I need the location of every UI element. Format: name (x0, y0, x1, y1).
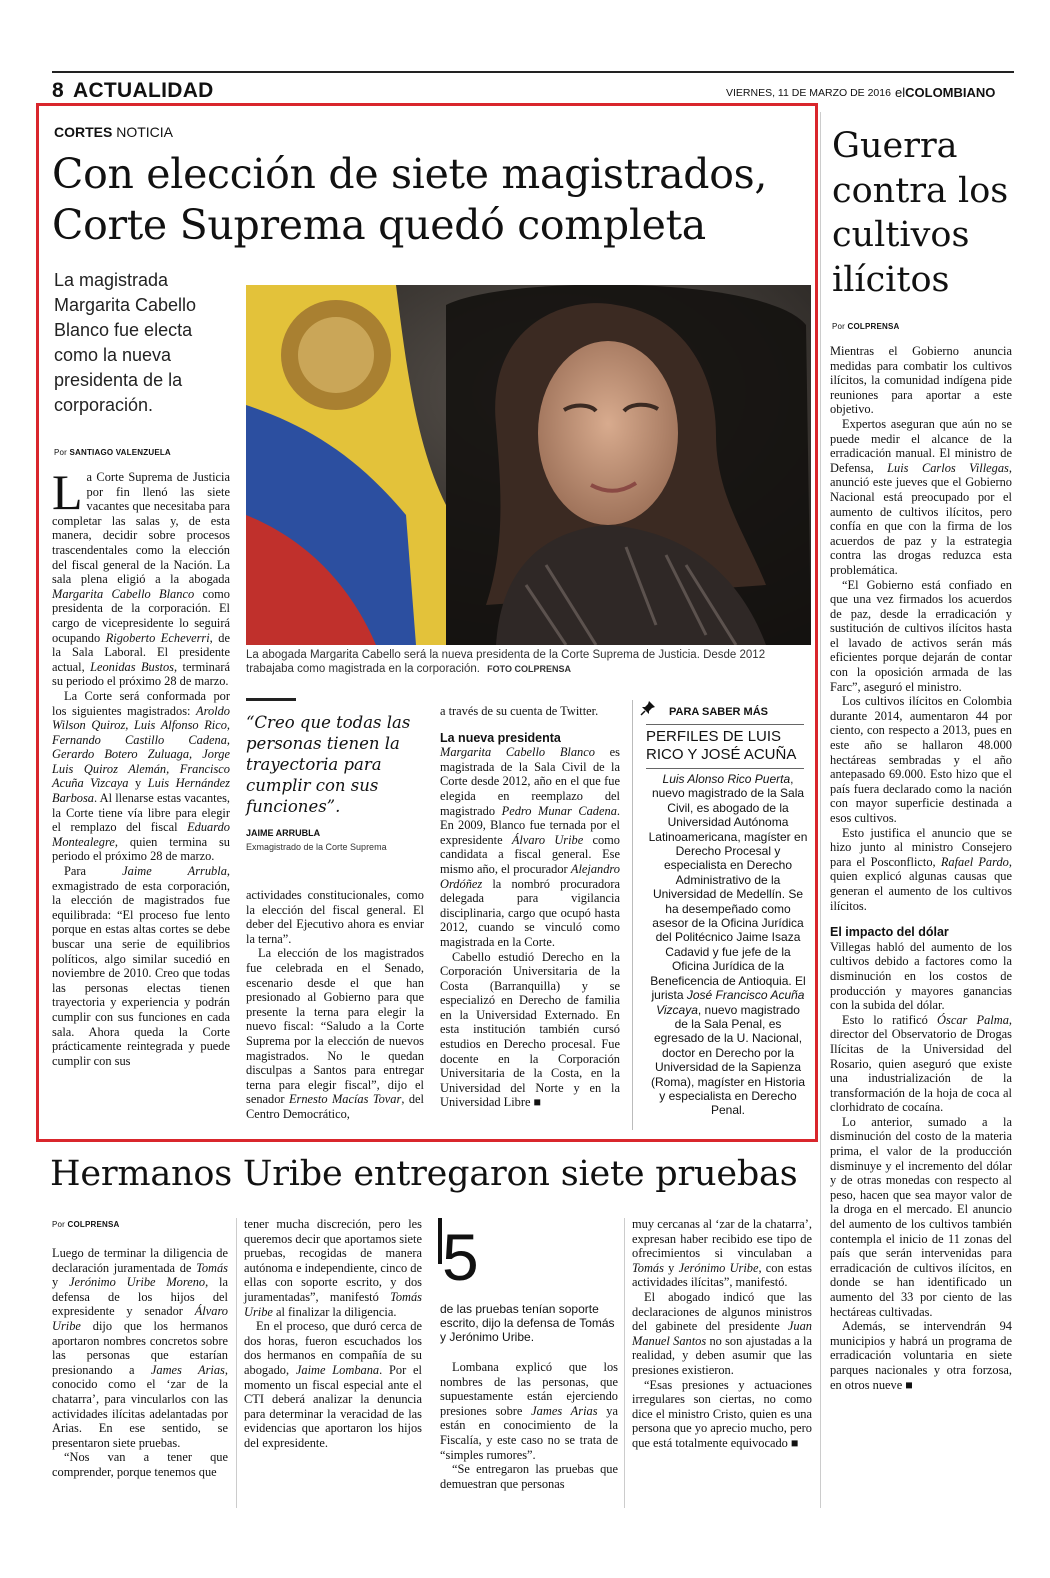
issue-date: VIERNES, 11 DE MARZO DE 2016 (726, 87, 891, 99)
sidebar-text: Luis Alonso Rico Puerta, nuevo magistrado de la Sala Civil, es abogado de la Universidad Autónoma Latinoamericana, magíster en Derecho Procesal y especialista en Derecho Administrativo de la Universidad de Medellín. Se ha desempeñado como asesor de la Oficina Jurídica del Politécnico Jaime Isaza Cadavid y fue jefe de la Oficina Jurídica de la Beneficencia de Antioquia. El jurista José Francisco Acuña Vizcaya, nuevo magistrado de la Sala Penal, es egresado de la U. Nacional, doctor en Derecho por la Universidad de la Sapienza (Roma), magíster en Historia y especialista en Derecho Penal. (648, 772, 808, 1118)
right-para: Esto lo ratificó Óscar Palma, director del Observatorio de Drogas Ilícitas de la Universidad del Rosario, quien aseguró que existe una industrialización de la transformación de la hoja de coca al clorhidrato de cocaína. (830, 1012, 1012, 1115)
bottom-byline (52, 1220, 120, 1229)
bottom-col1-para: “Nos van a tener que comprender, porque tenemos que (52, 1450, 228, 1479)
pull-quote-rule (246, 698, 296, 701)
bottom-col-divider (624, 1218, 625, 1508)
pull-quote-name: JAIME ARRUBLA (246, 828, 321, 838)
bottom-col4-para: muy cercanas al ‘zar de la chatarra’, expresan haber recibido ese tipo de ofrecimientos si vinculaban a Tomás y Jerónimo Uribe, con estas actividades ilícitas”, manifestó. (632, 1217, 812, 1290)
right-para: Esto justifica el anuncio que se hizo junto al ministro Consejero para el Posconflicto, Rafael Pardo, quien explicó algunas causas que generan el aumento de los cultivos ilícitos. (830, 825, 1012, 913)
main-photo (246, 285, 811, 645)
main-byline (54, 448, 171, 457)
right-para: Mientras el Gobierno anuncia medidas para combatir los cultivos ilícitos, la comunidad indígena pide reuniones para aportar a este objetivo. (830, 344, 1012, 417)
article-kicker (54, 124, 173, 140)
photo-caption-text: La abogada Margarita Cabello será la nueva presidenta de la Corte Suprema de Justicia. Desde 2012 trabajaba como magistrada en la corporación. (246, 649, 766, 675)
sidebar-rule-2 (646, 768, 804, 769)
bottom-col4-para: El abogado indicó que las declaraciones de algunos ministros del gabinete del presidente Juan Manuel Santos no son ajustadas a la realidad, y deben asumir que las presiones existieron. (632, 1289, 812, 1377)
bottom-col3-para: Lombana explicó que los nombres de las personas, que supuestamente están ejerciendo presiones sobre James Arias ya están en conocimiento de la Fiscalía, y este caso no se trata de “simples rumores”. (440, 1360, 618, 1462)
main-col2-para: actividades constitucionales, como la elección del fiscal general. El deber del Ejecutivo ahora es enviar la terna”. (246, 888, 424, 946)
bottom-headline: Hermanos Uribe entregaron siete pruebas (50, 1154, 798, 1194)
photo-caption (246, 648, 806, 676)
header-rule (52, 71, 1014, 73)
bottom-col2-para: En el proceso, que duró cerca de dos horas, fueron escuchados los dos hermanos en compañía de su abogado, Jaime Lombana. Por el momento un fiscal especial ante el CTI deberá analizar la denuncia para determinar la veracidad de las evidencias que aportaron los hijos del expresidente. (244, 1319, 422, 1450)
pull-quote: “Creo que todas las personas tienen la trayectoria para cumplir con sus funciones”. (246, 713, 411, 816)
right-para: Villegas habló del aumento de los cultivos debido a factores como la disminución en los costos de producción y mayores ganancias con la subida del dólar. (830, 939, 1012, 1013)
right-para: Además, se intervendrán 94 municipios y habrá un programa de erradicación voluntaria en siete parques nacionales y otra forzosa, en otros nueve ■ (830, 1319, 1012, 1392)
photo-credit: FOTO COLPRENSA (487, 664, 572, 674)
portrait-illustration (246, 285, 811, 645)
stat-number: 5 (442, 1220, 479, 1294)
page-number: 8 (52, 79, 64, 102)
kicker-rest: NOTICIA (112, 124, 174, 140)
right-para: Expertos aseguran que aún no se puede medir el alcance de la erradicación manual. El ministro de Defensa, Luis Carlos Villegas, anunció este jueves que el Gobierno Nacional está preocupado por el aumento de cultivos ilícitos, pero confía en que con la firma de los acuerdos de paz y la estrategia contra las drogas reduzca esta problemática. (830, 416, 1012, 577)
main-col3-para: Cabello estudió Derecho en la Corporación Universitaria de la Costa (Barranquilla) y se especializó en Derecho de familia en la Universidad Externado. En esta institución también cursó estudios en Derecho procesal. Fue docente en la Corporación Universitaria de la Costa, en la Universidad del Norte y en la Universidad Libre ■ (440, 949, 620, 1110)
right-subhead: El impacto del dólar (830, 925, 949, 940)
pin-icon (640, 700, 656, 716)
main-col1-para: La Corte Suprema de Justicia por fin llenó las siete vacantes que necesitaba para completar las salas y, de esta manera, decidir sobre procesos trascendentales como la elección del fiscal general de la Nación. La sala plena eligió a la abogada Margarita Cabello Blanco como presidenta de la corporación. El cargo de vicepresidente lo seguirá ocupando Rigoberto Echeverri, de la Sala Laboral. El presidente actual, Leonidas Bustos, terminará su periodo el próximo 28 de marzo. (52, 464, 230, 689)
right-byline (832, 322, 900, 331)
section-title: ACTUALIDAD (73, 79, 214, 102)
bottom-col-3 (440, 1360, 618, 1491)
stat-text: de las pruebas tenían soporte escrito, dijo la defensa de Tomás y Jerónimo Uribe. (440, 1302, 615, 1344)
main-col2-para: La elección de los magistrados fue celebrada en el Senado, escenario desde el que han presionado al Gobierno para que presente la terna para elegir la nuevo fiscal: “Saludo a la Corte Suprema por la elección de nuevos magistrados. No le quedan disculpas a Santos para entregar terna para elegir fiscal”, dijo el senador Ernesto Macías Tovar, del Centro Democrático, (246, 946, 424, 1121)
bottom-col-1 (52, 1246, 228, 1480)
byline-por: Por (832, 322, 848, 331)
main-headline-line-1: Con elección de siete magistrados, (52, 150, 768, 198)
newspaper-logo (895, 85, 995, 100)
right-para: “El Gobierno está confiado en que una vez firmados los acuerdos de paz, desde la erradicación y sustitución de cultivos ilícitos hasta el lavado de activos serán más eficientes porque dejarán de contar con la oposición armada de las Farc”, aseguró el ministro. (830, 577, 1012, 694)
main-col1-para: La Corte será conformada por los siguientes magistrados: Aroldo Wilson Quiroz, Luis Alfonso Rico, Fernando Castillo Cadena, Gerardo Botero Zuluaga, Jorge Luis Quiroz Alemán, Francisco Acuña Vizcaya y Luis Hernández Barbosa. Al llenarse estas vacantes, la Corte tiene vía libre para elegir el remplazo del fiscal Eduardo Montealegre, quien termina su periodo el próximo 28 de marzo. (52, 688, 230, 864)
main-col-1 (52, 464, 230, 1068)
byline-por: Por (54, 448, 70, 457)
kicker-bold: CORTES (54, 124, 113, 140)
right-col (830, 344, 1012, 1392)
main-col3-subhead: La nueva presidenta (440, 730, 561, 745)
main-col-2 (246, 888, 424, 1122)
right-col-divider (820, 112, 821, 1508)
main-col-3 (440, 704, 620, 1110)
bottom-col2-para: tener mucha discreción, pero les queremos decir que aportamos siete pruebas, recogidas de manera autónoma e independiente, cinco de ellas con soporte escrito, y dos juramentadas”, manifestó Tomás Uribe al finalizar la diligencia. (244, 1217, 422, 1319)
main-headline-line-2: Corte Suprema quedó completa (52, 201, 706, 249)
right-headline: Guerra contra los cultivos ilícitos (832, 126, 1009, 300)
main-dek: La magistrada Margarita Cabello Blanco fue electa como la nueva presidenta de la corporación. (54, 270, 197, 415)
pull-quote-role: Exmagistrado de la Corte Suprema (246, 842, 387, 852)
sidebar-label: PARA SABER MÁS (669, 706, 769, 718)
bottom-col1-para: Luego de terminar la diligencia de declaración juramentada de Tomás y Jerónimo Uribe Moreno, la defensa de los hijos del expresidente y senador Álvaro Uribe dijo que los hermanos aportaron nombres concretos sobre las personas que estarían presionando a James Arias, conocido como el ‘zar de la chatarra’, para vincularlos con las actividades ilícitas adelantadas por Arias. En ese sentido, se presentaron siete pruebas. (52, 1246, 229, 1450)
newspaper-logo-name: COLOMBIANO (905, 85, 996, 100)
byline-name: COLPRENSA (847, 322, 900, 331)
sidebar-title: PERFILES DE LUIS RICO Y JOSÉ ACUÑA (646, 728, 797, 763)
right-para: Los cultivos ilícitos en Colombia durante 2014, aumentaron 44 por ciento, con respecto a 2013, pues en este año se hallaron 48.000 hectáreas sembradas y el año antepasado 69.000. Esto hizo que el país fuera declarado como la nación con mayor superficie destinada a esos cultivos. (830, 694, 1012, 825)
byline-por: Por (52, 1220, 68, 1229)
bottom-col-4 (632, 1217, 812, 1451)
sidebar-rule (646, 724, 804, 725)
byline-name: SANTIAGO VALENZUELA (69, 448, 171, 457)
main-col1-para: Para Jaime Arrubla, exmagistrado de esta corporación, la elección de magistrados fue equilibrada: “El proceso fue lento porque en estas altas cortes se debe buscar una serie de equilibrios políticos, algo similar sucedió en noviembre de 2010. Creo que todas las personas electas tienen trayectoria y experiencia y podrán cumplir con sus funciones en cada sala. Ahora queda la Corte prácticamente reintegrada y puede cumplir con sus (52, 864, 230, 1068)
main-col3-intro: a través de su cuenta de Twitter. (440, 704, 599, 718)
bottom-col3-para: “Se entregaron las pruebas que demuestran que personas (440, 1462, 618, 1491)
sidebar-divider (632, 700, 633, 1130)
bottom-col4-para: “Esas presiones y actuaciones irregulares son ciertas, no como dice el ministro Cristo, quien es una persona que yo aprecio mucho, pero que está totalmente equivocado ■ (632, 1377, 812, 1450)
bottom-col-2 (244, 1217, 422, 1451)
newspaper-logo-prefix: el (895, 85, 906, 100)
main-col3-para: Margarita Cabello Blanco es magistrada de la Sala Civil de la Corte desde 2012, año en el que fue elegida en reemplazo del magistrado Pedro Munar Cadena. En 2009, Blanco fue ternada por el expresidente Álvaro Uribe como candidata a fiscal general. Ese mismo año, el procurador Alejandro Ordóñez la nombró procuradora delegada para vigilancia disciplinaria, cargo que ocupó hasta 2012, cuando se vinculó como magistrada en la Corte. (440, 745, 620, 949)
bottom-col-divider (236, 1218, 237, 1508)
byline-name: COLPRENSA (67, 1220, 120, 1229)
right-para: Lo anterior, sumado a la disminución del costo de la materia prima, el valor de la producción disminuye y el incremento del dólar y de otras monedas con respecto al peso, hacen que sea mayor valor de la droga en el mercado. El anuncio del aumento de los cultivos también contempla el inicio de 11 zonas del país que serán intervenidas para erradicación de cultivos ilícitos, en donde se han identificado un aumento del 33 por ciento de las hectáreas cultivadas. (830, 1114, 1012, 1319)
